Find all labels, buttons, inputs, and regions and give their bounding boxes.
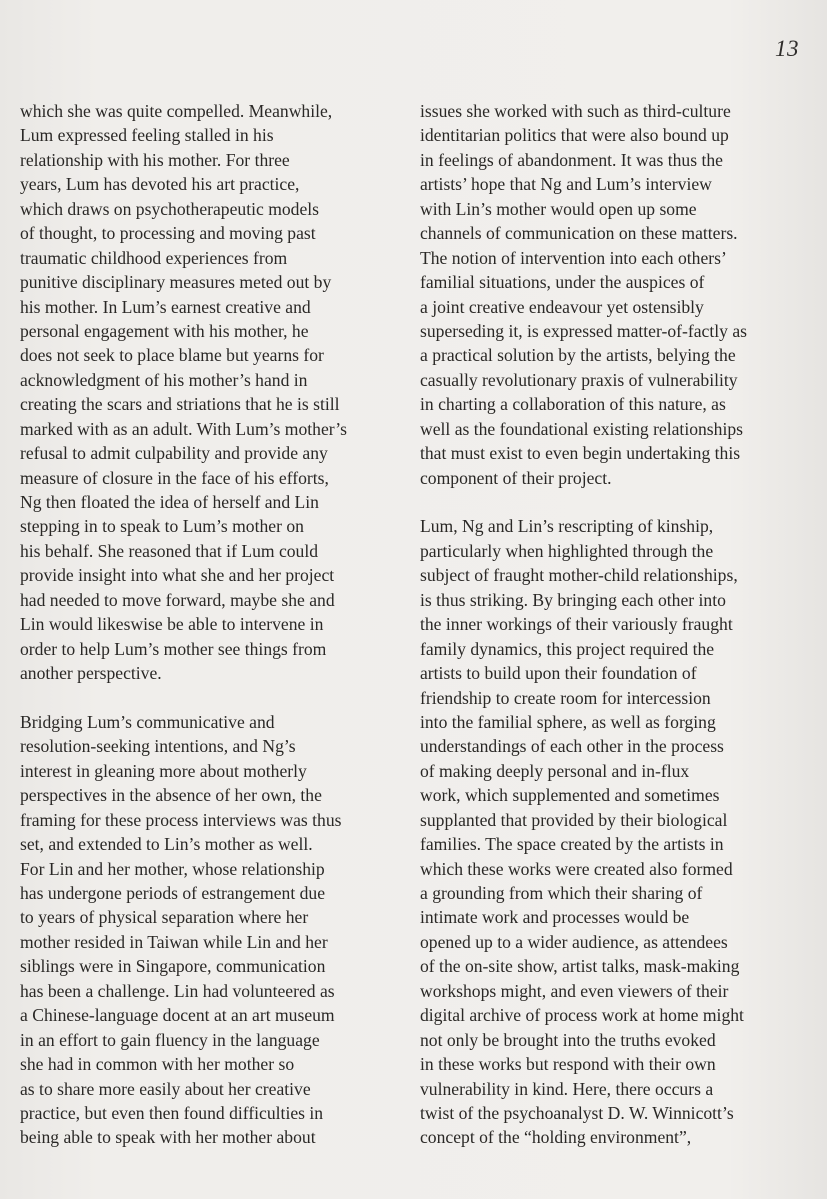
text-line: not only be brought into the truths evoked <box>420 1029 716 1050</box>
text-line: casually revolutionary praxis of vulnerability <box>420 369 738 390</box>
text-line: in these works but respond with their own <box>420 1054 716 1075</box>
text-line: issues she worked with such as third-culture <box>420 101 731 121</box>
text-line: channels of communication on these matters. <box>420 223 738 244</box>
text-line: well as the foundational existing relationships <box>420 418 743 439</box>
left-column <box>20 99 410 1150</box>
text-line: of thought, to processing and moving past <box>20 223 316 244</box>
text-line: into the familial sphere, as well as forging <box>420 711 716 732</box>
text-line: identitarian politics that were also bound up <box>420 125 729 146</box>
text-line: with Lin’s mother would open up some <box>420 198 697 219</box>
text-line: order to help Lum’s mother see things from <box>20 638 327 659</box>
text-line: Lum expressed feeling stalled in his <box>20 125 274 146</box>
text-line: Ng then floated the idea of herself and Lin <box>20 492 319 512</box>
text-line: practice, but even then found difficulties in <box>20 1102 324 1123</box>
text-line: interest in gleaning more about motherly <box>20 760 307 781</box>
text-line: does not seek to place blame but yearns for <box>20 345 324 366</box>
text-line: stepping in to speak to Lum’s mother on <box>20 516 304 537</box>
right-paragraph-2 <box>420 514 820 1149</box>
paragraph-spacer <box>420 490 820 514</box>
text-line: mother resided in Taiwan while Lin and her <box>20 931 328 952</box>
text-line: his mother. In Lum’s earnest creative and <box>20 296 311 317</box>
text-line: families. The space created by the artists in <box>420 834 724 855</box>
text-line: particularly when highlighted through the <box>420 540 714 561</box>
text-line: had needed to move forward, maybe she and <box>20 589 335 610</box>
paragraph-spacer <box>20 686 410 710</box>
text-line: in feelings of abandonment. It was thus the <box>420 149 723 170</box>
text-line: which these works were created also formed <box>420 858 733 879</box>
text-line: workshops might, and even viewers of their <box>420 980 729 1001</box>
text-line: family dynamics, this project required the <box>420 638 715 659</box>
page-number: 13 <box>775 36 799 61</box>
text-line: set, and extended to Lin’s mother as well. <box>20 834 313 855</box>
text-line: friendship to create room for intercession <box>420 687 711 708</box>
text-line: framing for these process interviews was thus <box>20 809 342 830</box>
text-line: a joint creative endeavour yet ostensibly <box>420 296 704 317</box>
text-line: familial situations, under the auspices of <box>420 272 705 293</box>
text-line: Bridging Lum’s communicative and <box>20 711 275 732</box>
text-line: of the on-site show, artist talks, mask-making <box>420 956 740 977</box>
text-line: to years of physical separation where her <box>20 907 309 928</box>
text-line: being able to speak with her mother about <box>20 1127 316 1148</box>
text-line: concept of the “holding environment”, <box>420 1127 692 1148</box>
text-line: years, Lum has devoted his art practice, <box>20 174 300 195</box>
text-line: in an effort to gain fluency in the language <box>20 1029 320 1050</box>
text-line: artists to build upon their foundation of <box>420 663 697 684</box>
text-line: digital archive of process work at home might <box>420 1005 744 1026</box>
text-line: intimate work and processes would be <box>420 907 690 928</box>
right-paragraph-1 <box>420 99 820 490</box>
text-line: traumatic childhood experiences from <box>20 247 288 268</box>
text-line: personal engagement with his mother, he <box>20 320 309 341</box>
text-line: Lin would likeswise be able to intervene in <box>20 614 324 635</box>
text-line: opened up to a wider audience, as attendees <box>420 931 728 952</box>
text-line: work, which supplemented and sometimes <box>420 785 720 806</box>
text-line: perspectives in the absence of her own, the <box>20 785 322 806</box>
right-column <box>420 99 820 1150</box>
text-line: understandings of each other in the process <box>420 736 724 757</box>
text-line: in charting a collaboration of this nature, as <box>420 394 726 415</box>
text-line: his behalf. She reasoned that if Lum could <box>20 540 319 561</box>
text-line: siblings were in Singapore, communication <box>20 956 326 977</box>
text-line: a Chinese-language docent at an art museum <box>20 1005 335 1026</box>
text-line: twist of the psychoanalyst D. W. Winnicott’s <box>420 1102 734 1123</box>
text-line: is thus striking. By bringing each other into <box>420 589 726 610</box>
text-line: resolution-seeking intentions, and Ng’s <box>20 736 296 757</box>
left-paragraph-2 <box>20 710 410 1150</box>
text-line: supplanted that provided by their biological <box>420 809 728 830</box>
text-line: that must exist to even begin undertaking this <box>420 443 741 464</box>
text-line: which draws on psychotherapeutic models <box>20 198 320 219</box>
text-line: creating the scars and striations that he is still <box>20 394 340 415</box>
text-line: vulnerability in kind. Here, there occurs a <box>420 1078 714 1099</box>
text-line: a grounding from which their sharing of <box>420 883 703 903</box>
text-line: another perspective. <box>20 663 162 684</box>
text-line: For Lin and her mother, whose relationship <box>20 858 325 879</box>
text-line: subject of fraught mother-child relationships, <box>420 565 738 586</box>
text-line: the inner workings of their variously fraught <box>420 614 733 635</box>
text-line: The notion of intervention into each others’ <box>420 247 727 268</box>
text-line: has been a challenge. Lin had volunteered as <box>20 980 335 1001</box>
text-line: superseding it, is expressed matter-of-factly as <box>420 320 747 341</box>
text-line: component of their project. <box>420 467 612 488</box>
text-line: relationship with his mother. For three <box>20 149 290 170</box>
text-line: measure of closure in the face of his efforts, <box>20 467 329 488</box>
text-line: refusal to admit culpability and provide any <box>20 443 328 464</box>
text-line: as to share more easily about her creative <box>20 1078 311 1099</box>
left-paragraph-1 <box>20 99 410 686</box>
text-line: acknowledgment of his mother’s hand in <box>20 369 308 390</box>
text-line: provide insight into what she and her project <box>20 565 335 586</box>
text-line: has undergone periods of estrangement due <box>20 883 326 903</box>
text-line: artists’ hope that Ng and Lum’s interview <box>420 174 712 195</box>
text-line: Lum, Ng and Lin’s rescripting of kinship, <box>420 516 714 537</box>
text-line: of making deeply personal and in-flux <box>420 760 690 781</box>
text-line: a practical solution by the artists, belying the <box>420 345 736 366</box>
text-line: punitive disciplinary measures meted out by <box>20 272 332 293</box>
text-line: she had in common with her mother so <box>20 1054 295 1075</box>
text-line: marked with as an adult. With Lum’s mother’s <box>20 418 348 439</box>
text-line: which she was quite compelled. Meanwhile, <box>20 101 333 121</box>
